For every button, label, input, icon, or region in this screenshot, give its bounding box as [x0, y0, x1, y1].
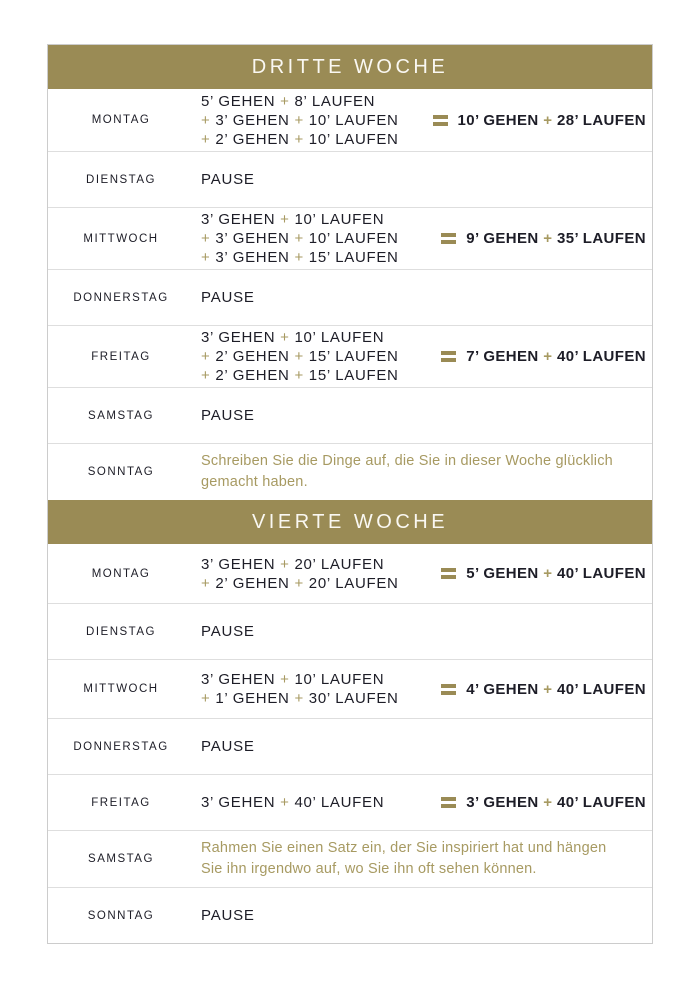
- plus-icon: +: [294, 249, 304, 266]
- workout-total: [419, 348, 652, 365]
- workout-line: 3’ GEHEN + 10’ LAUFEN: [201, 329, 385, 346]
- workout-line: + 3’ GEHEN + 10’ LAUFEN: [201, 230, 399, 247]
- row-dienstag: [48, 151, 652, 207]
- row-mittwoch: [48, 659, 652, 718]
- plus-icon: +: [294, 367, 304, 384]
- equals-icon: [441, 684, 456, 695]
- row-montag: [48, 89, 652, 151]
- workout-line: + 2’ GEHEN + 15’ LAUFEN: [201, 348, 399, 365]
- workout-line: + 2’ GEHEN + 15’ LAUFEN: [201, 367, 399, 384]
- plus-icon: +: [280, 555, 290, 573]
- plus-icon: +: [294, 348, 304, 365]
- workout-total-text: 5’ GEHEN + 40’ LAUFEN: [466, 565, 646, 582]
- week-header-dritte-woche: [48, 45, 652, 89]
- day-label: DONNERSTAG: [73, 740, 169, 753]
- workout-plan: [194, 555, 419, 593]
- workout-total-text: 9’ GEHEN + 35’ LAUFEN: [466, 230, 646, 247]
- workout-line: + 1’ GEHEN + 30’ LAUFEN: [201, 690, 399, 707]
- day-label: MITTWOCH: [83, 232, 159, 245]
- row-sonntag: [48, 443, 652, 500]
- equals-icon: [441, 233, 456, 244]
- plus-icon: +: [280, 92, 290, 110]
- plus-icon: +: [543, 348, 553, 365]
- workout-line: 3’ GEHEN + 10’ LAUFEN: [201, 671, 385, 688]
- row-samstag: [48, 387, 652, 443]
- row-sonntag: [48, 887, 652, 943]
- day-label: DONNERSTAG: [73, 291, 169, 304]
- plus-icon: +: [543, 794, 553, 811]
- week-title: VIERTE WOCHE: [251, 510, 449, 533]
- workout-line: + 2’ GEHEN + 20’ LAUFEN: [201, 574, 399, 592]
- week-header-vierte-woche: [48, 500, 652, 544]
- row-freitag: [48, 325, 652, 387]
- equals-icon: [441, 568, 456, 579]
- pause-label: PAUSE: [201, 623, 255, 640]
- plus-icon: +: [201, 367, 211, 384]
- note-text: Schreiben Sie die Dinge auf, die Sie in dieser Woche glücklich gemacht haben.: [201, 453, 613, 490]
- plus-icon: +: [294, 111, 304, 129]
- plus-icon: +: [543, 680, 553, 698]
- equals-icon: [433, 115, 448, 126]
- day-label: MITTWOCH: [83, 683, 159, 695]
- workout-line: 3’ GEHEN + 20’ LAUFEN: [201, 555, 385, 573]
- day-label: DIENSTAG: [86, 173, 156, 186]
- equals-icon: [441, 351, 456, 362]
- plus-icon: +: [294, 690, 304, 707]
- plus-icon: +: [294, 574, 304, 592]
- row-donnerstag: [48, 718, 652, 774]
- workout-total: [419, 112, 652, 129]
- plus-icon: +: [201, 130, 211, 148]
- day-label: SAMSTAG: [88, 409, 154, 422]
- row-samstag: [48, 830, 652, 887]
- plus-icon: +: [280, 794, 290, 811]
- row-freitag: [48, 774, 652, 830]
- workout-total: [419, 230, 652, 247]
- row-montag: [48, 544, 652, 603]
- workout-plan: [194, 92, 419, 149]
- plus-icon: +: [543, 565, 553, 582]
- workout-total: [419, 681, 652, 698]
- workout-line: 3’ GEHEN + 10’ LAUFEN: [201, 211, 385, 228]
- plus-icon: +: [280, 671, 290, 688]
- workout-total-text: 3’ GEHEN + 40’ LAUFEN: [466, 794, 646, 811]
- plus-icon: +: [280, 211, 290, 228]
- workout-plan: [194, 793, 419, 812]
- workout-total-text: 7’ GEHEN + 40’ LAUFEN: [466, 348, 646, 365]
- pause-label: PAUSE: [201, 289, 255, 306]
- plus-icon: +: [201, 249, 211, 266]
- plus-icon: +: [201, 690, 211, 707]
- plus-icon: +: [543, 230, 553, 247]
- note-text: Rahmen Sie einen Satz ein, der Sie inspiriert hat und hängen Sie ihn irgendwo auf, wo Sie ihn oft sehen können.: [201, 840, 607, 877]
- plus-icon: +: [201, 574, 211, 592]
- plus-icon: +: [543, 111, 553, 129]
- pause-label: PAUSE: [201, 907, 255, 924]
- day-label: MONTAG: [91, 567, 151, 580]
- plus-icon: +: [294, 130, 304, 148]
- row-donnerstag: [48, 269, 652, 325]
- workout-total-text: 10’ GEHEN + 28’ LAUFEN: [457, 111, 646, 129]
- day-label: DIENSTAG: [86, 625, 156, 638]
- workout-total: [419, 565, 652, 582]
- workout-line: 5’ GEHEN + 8’ LAUFEN: [201, 92, 376, 110]
- plus-icon: +: [280, 329, 290, 346]
- plus-icon: +: [201, 348, 211, 365]
- workout-total: [419, 794, 652, 811]
- pause-label: PAUSE: [201, 407, 255, 424]
- week-title: DRITTE WOCHE: [251, 55, 449, 78]
- workout-plan: [194, 670, 419, 708]
- workout-line: + 3’ GEHEN + 15’ LAUFEN: [201, 249, 399, 266]
- day-label: SONNTAG: [87, 909, 155, 922]
- workout-line: 3’ GEHEN + 40’ LAUFEN: [201, 794, 385, 811]
- workout-plan: [194, 328, 419, 385]
- plus-icon: +: [294, 230, 304, 247]
- day-label: SAMSTAG: [88, 853, 154, 865]
- day-label: FREITAG: [91, 796, 151, 809]
- pause-label: PAUSE: [201, 738, 255, 755]
- workout-plan: [194, 210, 419, 267]
- pause-label: PAUSE: [201, 171, 255, 188]
- plus-icon: +: [201, 230, 211, 247]
- workout-line: + 2’ GEHEN + 10’ LAUFEN: [201, 130, 399, 148]
- workout-total-text: 4’ GEHEN + 40’ LAUFEN: [466, 680, 646, 698]
- equals-icon: [441, 797, 456, 808]
- plus-icon: +: [201, 111, 211, 129]
- training-schedule-table: [47, 44, 653, 944]
- row-dienstag: [48, 603, 652, 659]
- day-label: FREITAG: [91, 350, 151, 363]
- workout-line: + 3’ GEHEN + 10’ LAUFEN: [201, 111, 399, 129]
- day-label: SONNTAG: [87, 466, 155, 478]
- row-mittwoch: [48, 207, 652, 269]
- day-label: MONTAG: [91, 114, 151, 126]
